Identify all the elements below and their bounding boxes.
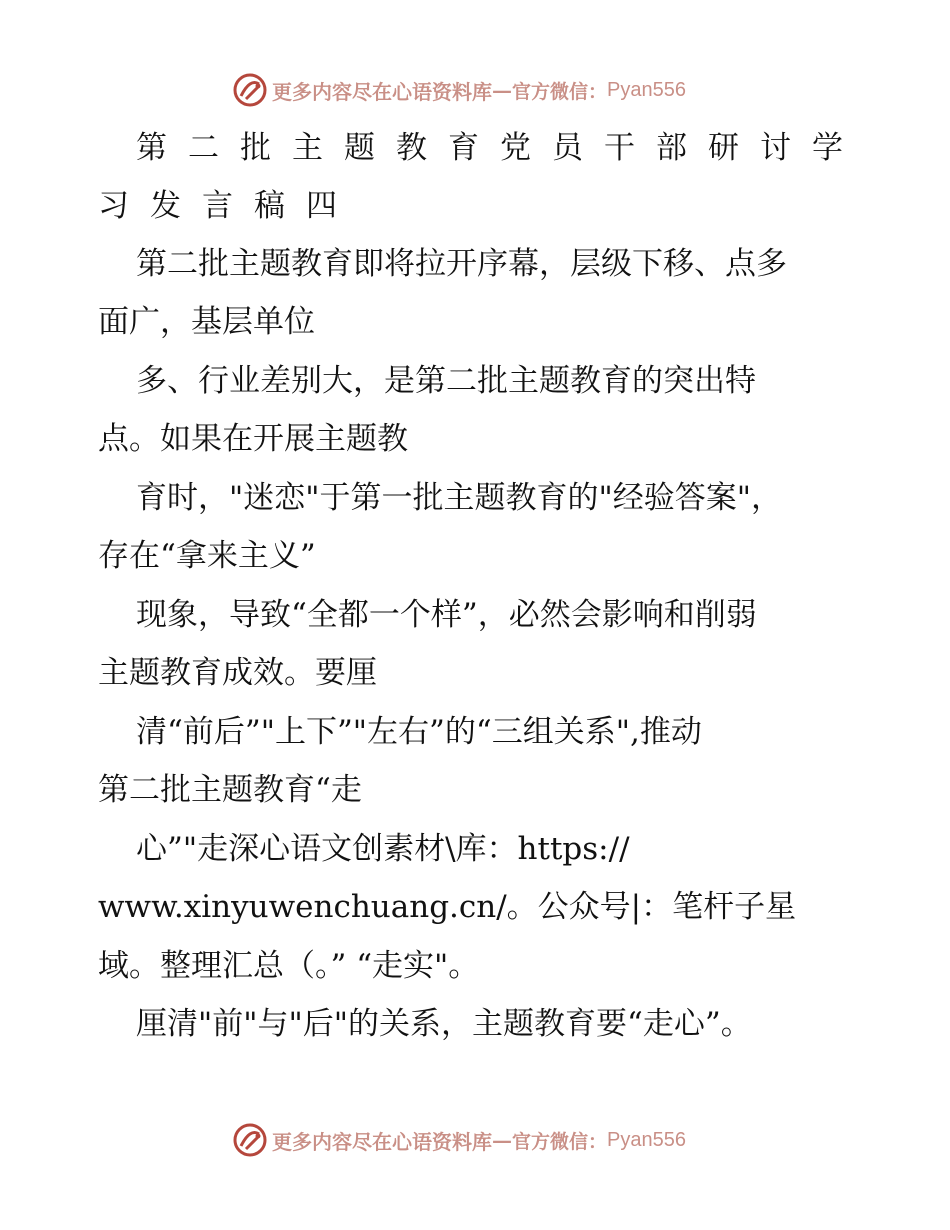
paragraph-line: www.xinyuwenchuang.cn/。公众号|：笔杆子星 [98,889,797,925]
header-banner [232,70,686,110]
logo-icon [232,72,268,108]
paragraph-line: 多、行业差别大，是第二批主题教育的突出特 [136,363,756,399]
paragraph-line: 第二批主题教育即将拉开序幕，层级下移、点多 [136,246,787,282]
footer-banner [232,1120,686,1160]
paragraph-line: 点。如果在开展主题教 [98,421,408,457]
paragraph-line: 域。整理汇总（。” “走实"。 [98,948,480,984]
paragraph-line: 厘清"前"与"后"的关系，主题教育要“走心”。 [136,1006,752,1042]
paragraph-line: 第二批主题教育“走 [98,772,362,808]
banner-text: 更多内容尽在心语资料库 [272,1129,492,1154]
paragraph-line: 存在“拿来主义” [98,538,316,574]
document-title-line-1: 第二批主题教育党员干部研讨学 [136,130,864,166]
document-title-line-2: 习发言稿四 [98,188,358,224]
banner-contact-id: Pyan556 [607,1128,686,1151]
paragraph-line: 面广，基层单位 [98,304,315,340]
banner-dash: — [492,78,512,102]
banner-contact-id: Pyan556 [607,78,686,101]
paragraph-line: 主题教育成效。要厘 [98,655,377,691]
logo-icon [232,1122,268,1158]
banner-contact-label: 官方微信： [512,1130,608,1153]
banner-dash: — [492,1128,512,1152]
banner-contact-label: 官方微信： [512,80,608,103]
paragraph-line: 清“前后”"上下”"左右”的“三组关系",推动 [136,714,702,750]
paragraph-line: 育时，"迷恋"于第一批主题教育的"经验答案"， [136,480,783,516]
paragraph-line: 现象，导致“全都一个样”，必然会影响和削弱 [136,597,757,633]
banner-text: 更多内容尽在心语资料库 [272,79,492,104]
paragraph-line: 心”"走深心语文创素材\库：https:// [136,831,630,867]
